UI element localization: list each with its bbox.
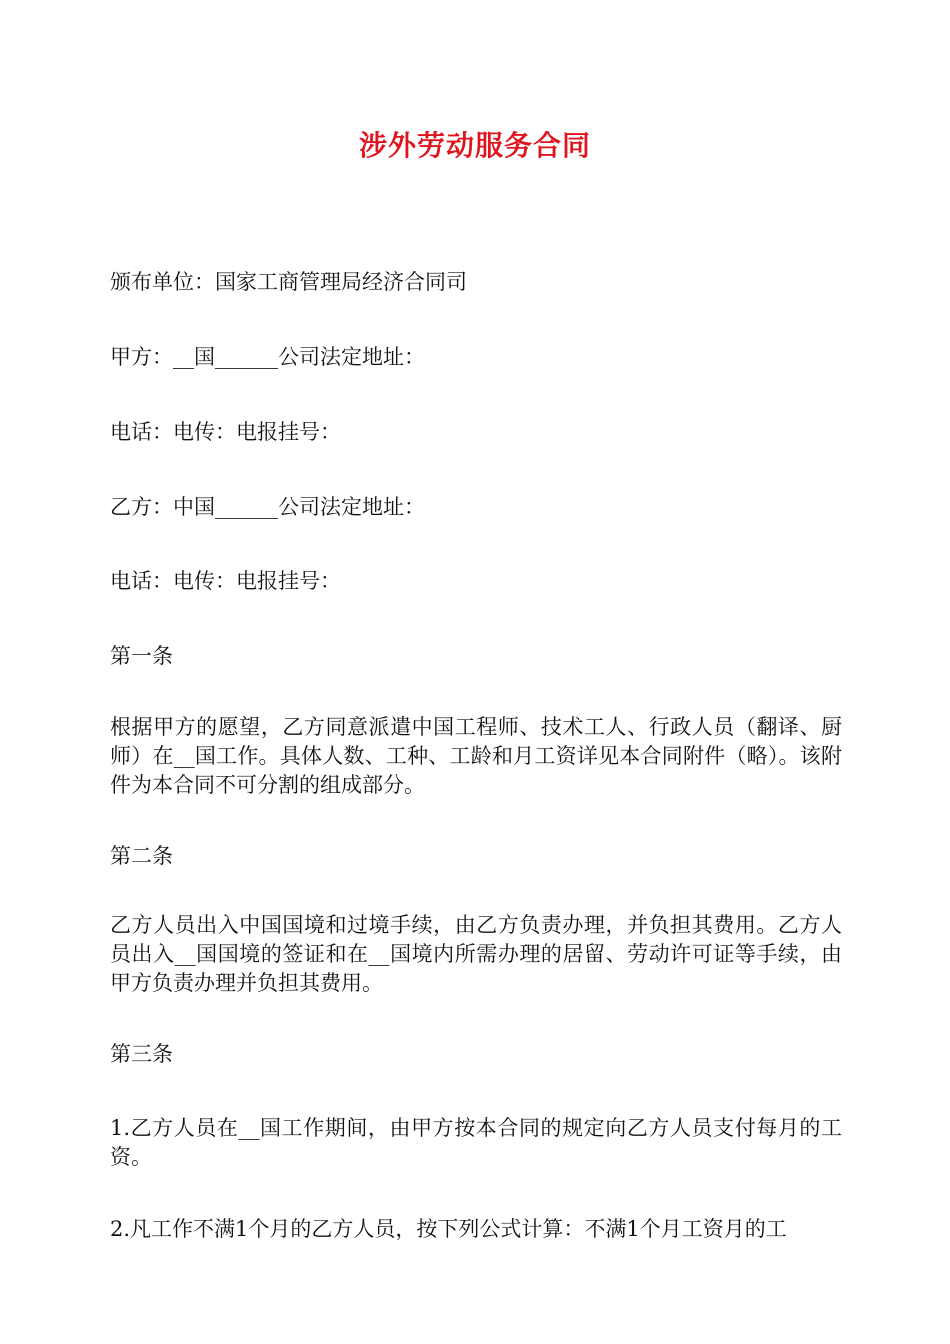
article-3-item-2: 2.凡工作不满1个月的乙方人员，按下列公式计算：不满1个月工资月的工 [110,1217,787,1241]
article-3-item-1: 1.乙方人员在__国工作期间，由甲方按本合同的规定向乙方人员支付每月的工资。 [110,1116,842,1169]
party-b-contact-line: 电话：电传：电报挂号： [110,569,341,593]
article-2-heading: 第二条 [110,844,173,868]
article-2-body: 乙方人员出入中国国境和过境手续，由乙方负责办理，并负担其费用。乙方人员出入__国国境的签证和在__国境内所需办理的居留、劳动许可证等手续，由甲方负责办理并负担其费用。 [110,913,842,995]
article-1-body: 根据甲方的愿望，乙方同意派遣中国工程师、技术工人、行政人员（翻译、厨师）在__国工作。具体人数、工种、工龄和月工资详见本合同附件（略）。该附件为本合同不可分割的组成部分。 [110,715,842,797]
article-1-heading: 第一条 [110,644,173,668]
party-b-line: 乙方：中国______公司法定地址： [110,495,425,519]
article-3-heading: 第三条 [110,1042,173,1066]
document-title: 涉外劳动服务合同 [358,129,591,162]
issuer-line: 颁布单位：国家工商管理局经济合同司 [110,270,467,294]
party-a-line: 甲方：__国______公司法定地址： [110,345,425,369]
party-a-contact-line: 电话：电传：电报挂号： [110,420,341,444]
